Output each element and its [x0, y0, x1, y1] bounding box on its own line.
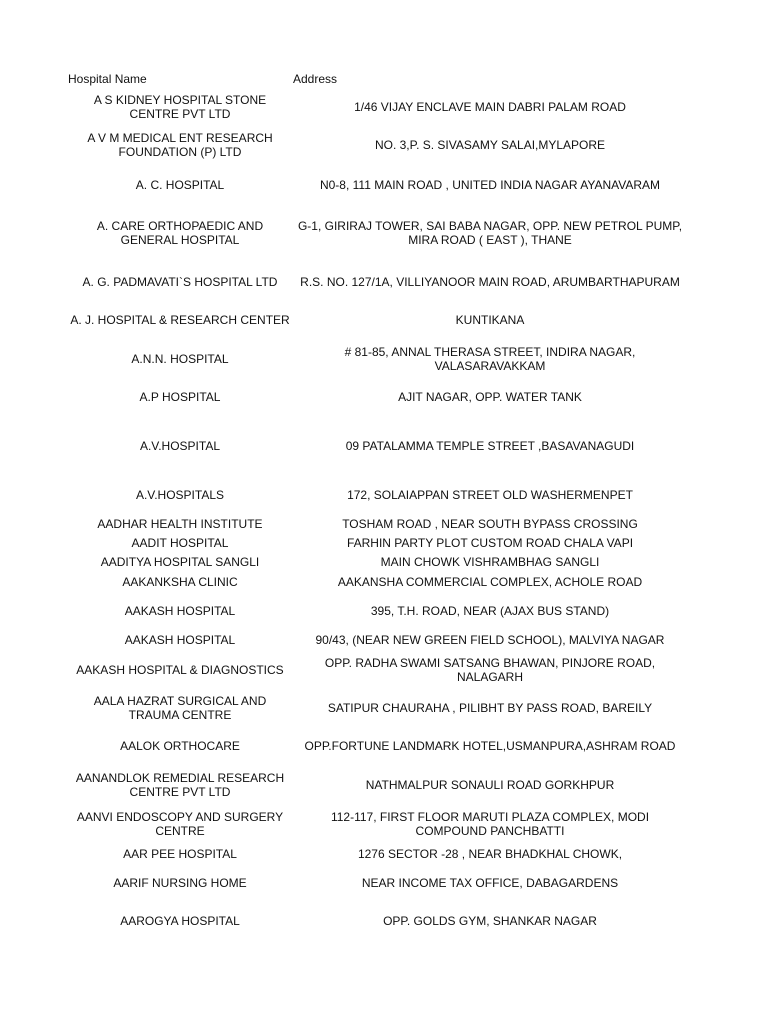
hospital-name-cell: A. J. HOSPITAL & RESEARCH CENTER: [70, 313, 290, 327]
column-header-address: Address: [293, 72, 338, 86]
hospital-name-cell: A V M MEDICAL ENT RESEARCH FOUNDATION (P) LTD: [87, 131, 273, 159]
table-row: [68, 603, 688, 619]
hospital-name-cell: AADITYA HOSPITAL SANGLI: [100, 555, 260, 569]
address-cell: TOSHAM ROAD , NEAR SOUTH BYPASS CROSSING: [342, 517, 638, 531]
table-row: [68, 655, 688, 685]
address-cell: AJIT NAGAR, OPP. WATER TANK: [398, 390, 582, 404]
hospital-name-cell: AAKANKSHA CLINIC: [122, 575, 238, 589]
hospital-name-cell: AADHAR HEALTH INSTITUTE: [97, 517, 263, 531]
hospital-name-cell: AAKASH HOSPITAL: [124, 604, 236, 618]
table-row: [68, 809, 688, 839]
address-cell: 112-117, FIRST FLOOR MARUTI PLAZA COMPLEX, MODI COMPOUND PANCHBATTI: [330, 810, 650, 838]
hospital-name-cell: A. C. HOSPITAL: [135, 178, 225, 192]
table-row: [68, 913, 688, 929]
address-cell: NATHMALPUR SONAULI ROAD GORKHPUR: [365, 778, 615, 792]
hospital-name-cell: AARIF NURSING HOME: [113, 876, 247, 890]
hospital-name-cell: AALA HAZRAT SURGICAL AND TRAUMA CENTRE: [93, 694, 267, 722]
address-cell: N0-8, 111 MAIN ROAD , UNITED INDIA NAGAR AYANAVARAM: [319, 178, 661, 192]
table-row: [68, 305, 688, 335]
hospital-name-cell: AAR PEE HOSPITAL: [123, 847, 237, 861]
table-row: [68, 846, 688, 862]
table-row: [68, 344, 688, 374]
table-row: [68, 92, 688, 122]
address-cell: AAKANSHA COMMERCIAL COMPLEX, ACHOLE ROAD: [337, 575, 643, 589]
table-row: [68, 130, 688, 160]
address-cell: G-1, GIRIRAJ TOWER, SAI BABA NAGAR, OPP. NEW PETROL PUMP, MIRA ROAD ( EAST ), THANE: [297, 219, 683, 247]
table-row: [68, 480, 688, 510]
address-cell: SATIPUR CHAURAHA , PILIBHT BY PASS ROAD, BAREILY: [327, 701, 653, 715]
table-row: [68, 516, 688, 532]
hospital-name-cell: AAKASH HOSPITAL: [124, 633, 236, 647]
address-cell: FARHIN PARTY PLOT CUSTOM ROAD CHALA VAPI: [346, 536, 634, 550]
hospital-name-cell: AALOK ORTHOCARE: [120, 739, 240, 753]
address-cell: MAIN CHOWK VISHRAMBHAG SANGLI: [380, 555, 600, 569]
table-row: [68, 738, 688, 754]
hospital-name-cell: A S KIDNEY HOSPITAL STONE CENTRE PVT LTD: [93, 93, 267, 121]
table-row: [68, 875, 688, 891]
hospital-name-cell: AAKASH HOSPITAL & DIAGNOSTICS: [76, 663, 284, 677]
table-row: [68, 431, 688, 461]
table-row: [68, 770, 688, 800]
table-row: [68, 693, 688, 723]
table-row: [68, 218, 688, 248]
address-cell: OPP.FORTUNE LANDMARK HOTEL,USMANPURA,ASHRAM ROAD: [304, 739, 676, 753]
address-cell: KUNTIKANA: [455, 313, 525, 327]
hospital-name-cell: A.V.HOSPITAL: [139, 439, 221, 453]
table-header: [68, 72, 688, 86]
address-cell: 1276 SECTOR -28 , NEAR BHADKHAL CHOWK,: [357, 847, 623, 861]
hospital-name-cell: A.V.HOSPITALS: [135, 488, 225, 502]
address-cell: 395, T.H. ROAD, NEAR (AJAX BUS STAND): [370, 604, 610, 618]
address-cell: NEAR INCOME TAX OFFICE, DABAGARDENS: [361, 876, 619, 890]
hospital-name-cell: A.P HOSPITAL: [139, 390, 221, 404]
hospital-name-cell: A.N.N. HOSPITAL: [131, 352, 229, 366]
address-cell: 1/46 VIJAY ENCLAVE MAIN DABRI PALAM ROAD: [354, 100, 626, 114]
address-cell: 90/43, (NEAR NEW GREEN FIELD SCHOOL), MALVIYA NAGAR: [315, 633, 665, 647]
hospital-name-cell: AADIT HOSPITAL: [131, 536, 229, 550]
address-cell: 172, SOLAIAPPAN STREET OLD WASHERMENPET: [347, 488, 633, 502]
column-header-hospital-name: Hospital Name: [68, 72, 147, 86]
table-row: [68, 554, 688, 570]
address-cell: 09 PATALAMMA TEMPLE STREET ,BASAVANAGUDI: [345, 439, 635, 453]
table-row: [68, 632, 688, 648]
address-cell: OPP. GOLDS GYM, SHANKAR NAGAR: [383, 914, 597, 928]
hospital-name-cell: A. CARE ORTHOPAEDIC AND GENERAL HOSPITAL: [96, 219, 264, 247]
hospital-name-cell: AAROGYA HOSPITAL: [120, 914, 240, 928]
table-row: [68, 267, 688, 297]
hospital-name-cell: AANVI ENDOSCOPY AND SURGERY CENTRE: [76, 810, 284, 838]
address-cell: OPP. RADHA SWAMI SATSANG BHAWAN, PINJORE ROAD, NALAGARH: [324, 656, 656, 684]
address-cell: R.S. NO. 127/1A, VILLIYANOOR MAIN ROAD, ARUMBARTHAPURAM: [300, 275, 680, 289]
table-row: [68, 170, 688, 200]
address-cell: # 81-85, ANNAL THERASA STREET, INDIRA NAGAR, VALASARAVAKKAM: [344, 345, 636, 373]
table-row: [68, 382, 688, 412]
hospital-name-cell: A. G. PADMAVATI`S HOSPITAL LTD: [82, 275, 278, 289]
address-cell: NO. 3,P. S. SIVASAMY SALAI,MYLAPORE: [374, 138, 606, 152]
table-row: [68, 535, 688, 551]
hospital-name-cell: AANANDLOK REMEDIAL RESEARCH CENTRE PVT LTD: [75, 771, 285, 799]
table-row: [68, 574, 688, 590]
